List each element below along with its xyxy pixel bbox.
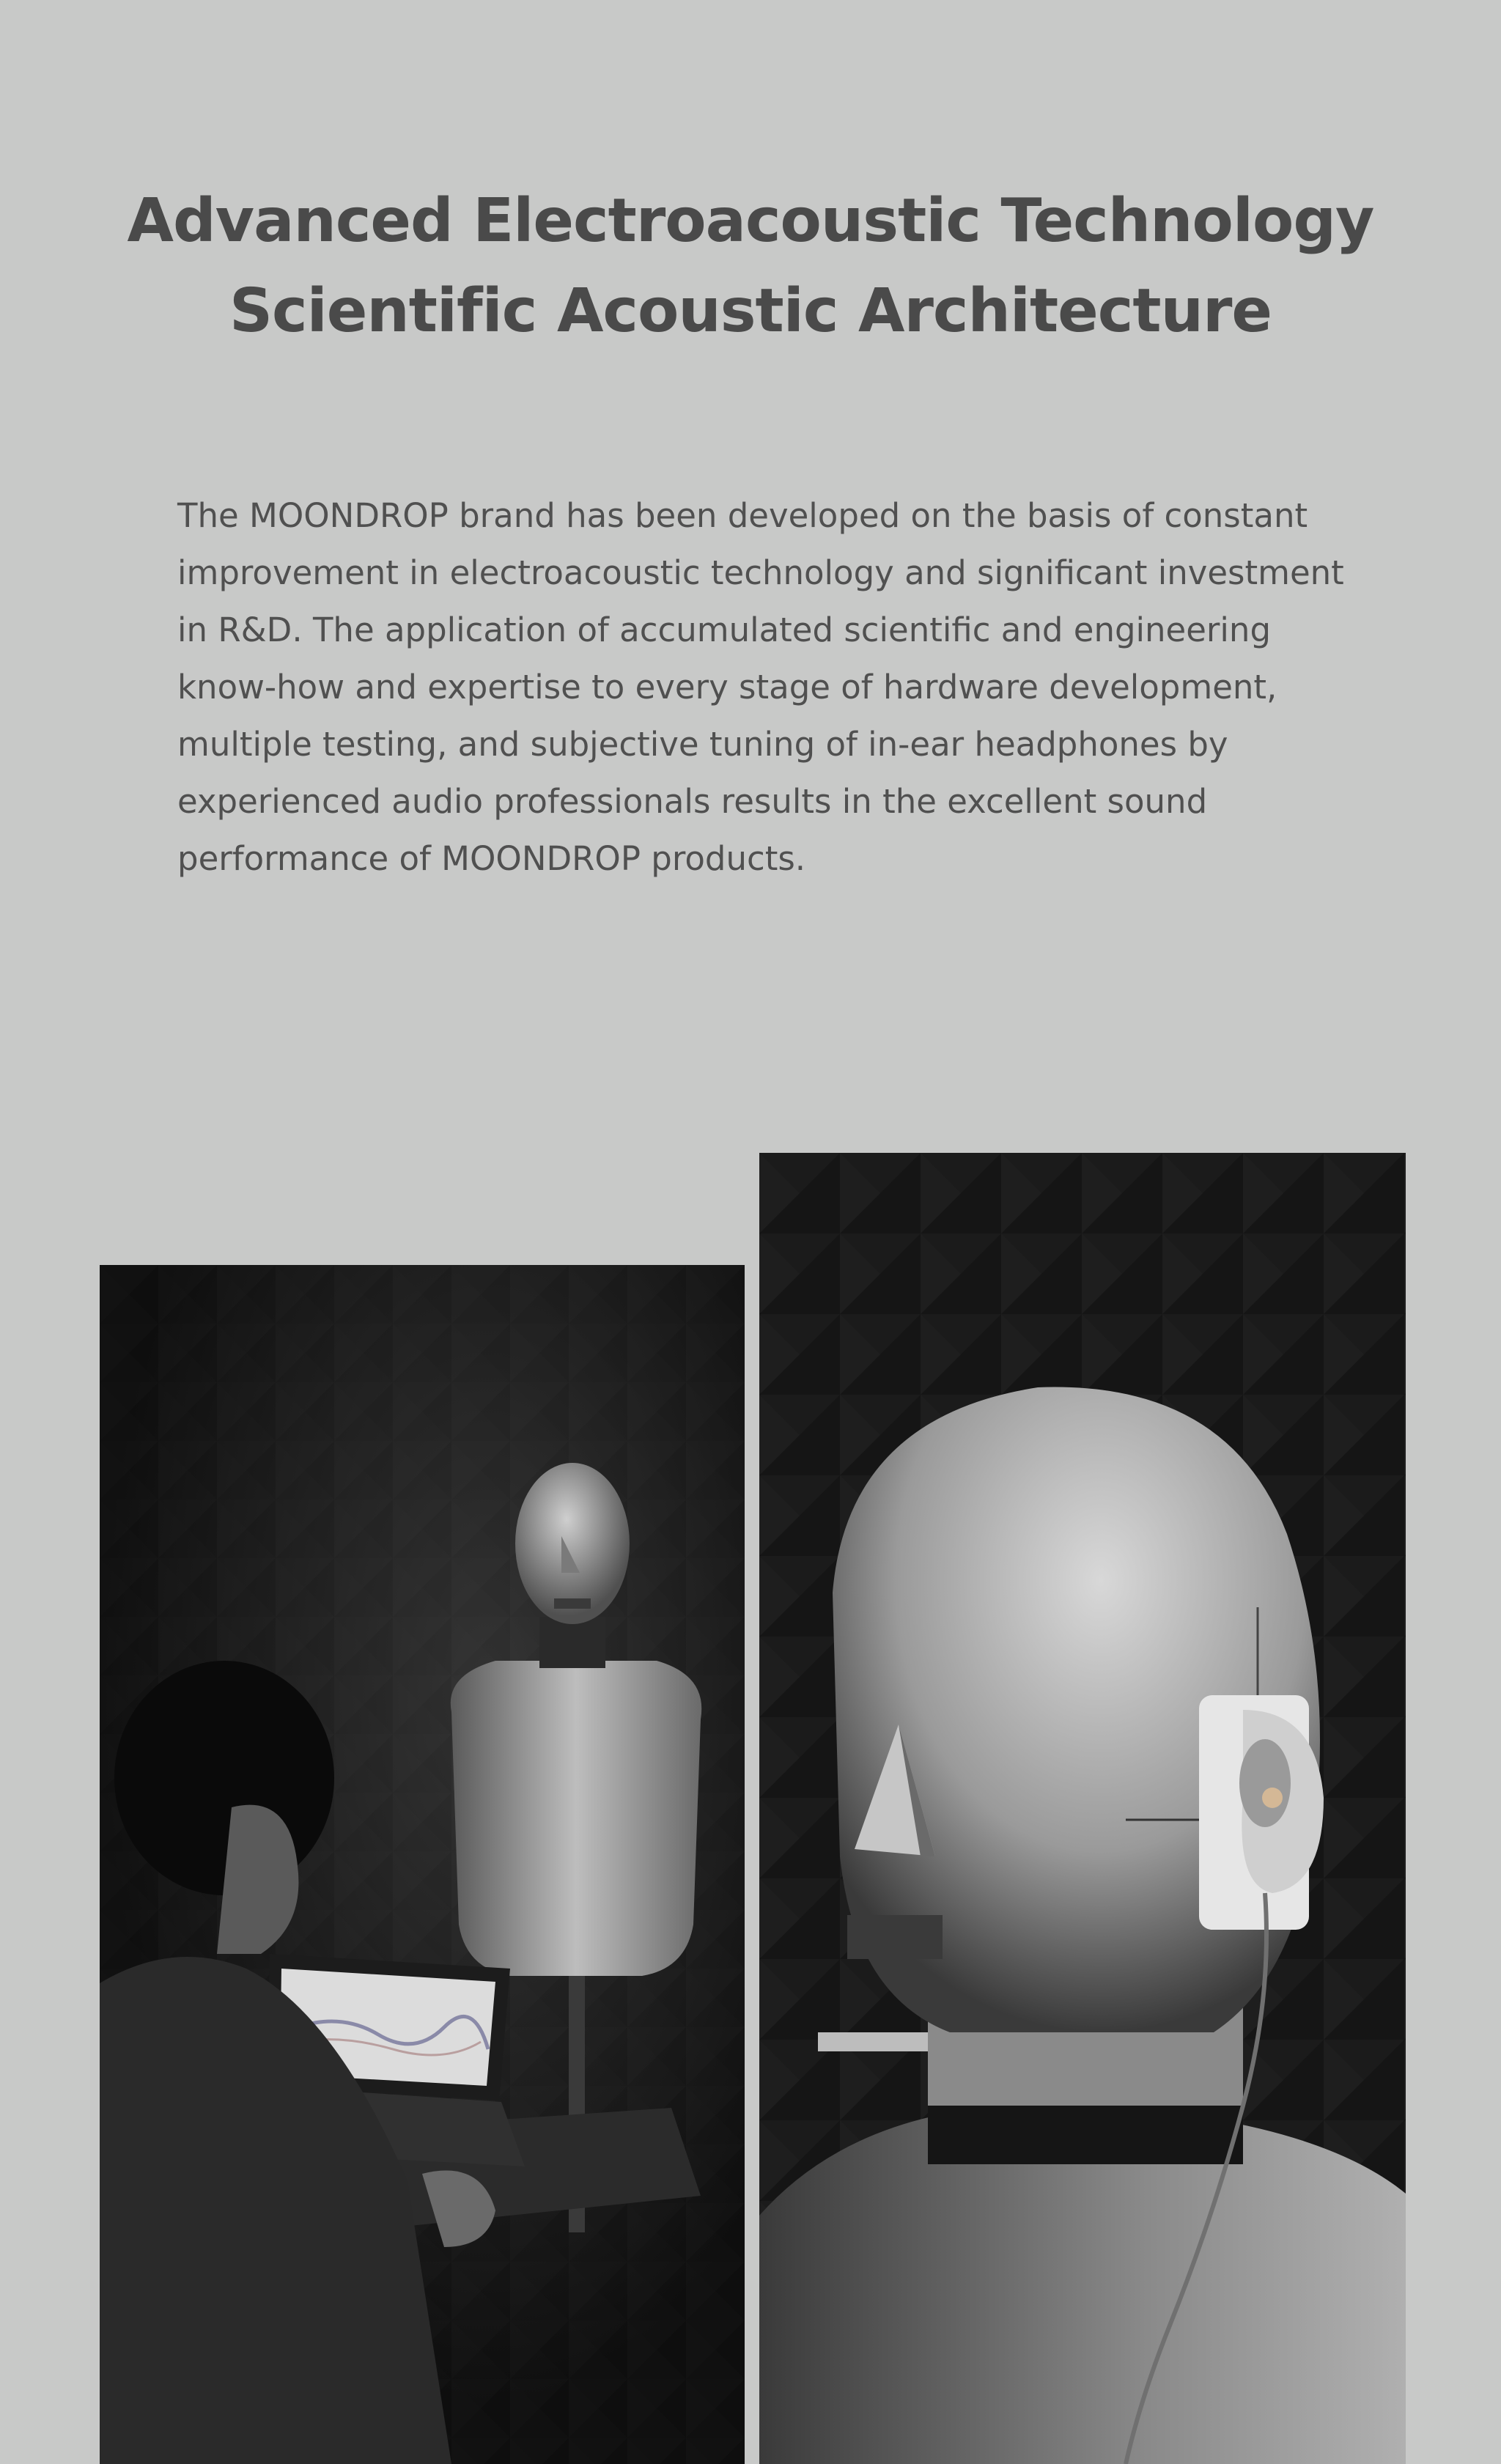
- head-simulator-photo: [759, 1153, 1406, 2464]
- description-line: know-how and expertise to every stage of hardware development,: [177, 668, 1277, 707]
- description-line: The MOONDROP brand has been developed on the basis of constant: [177, 496, 1308, 535]
- description-line: improvement in electroacoustic technology and significant investment: [177, 553, 1344, 592]
- description-line: experienced audio professionals results in the excellent sound: [177, 782, 1208, 821]
- lab-testing-photo: [100, 1265, 745, 2464]
- brand-description: [177, 487, 1365, 888]
- heading-line-2: Scientific Acoustic Architecture: [229, 276, 1272, 346]
- section-heading: [0, 176, 1501, 356]
- description-line: performance of MOONDROP products.: [177, 839, 806, 878]
- heading-line-1: Advanced Electroacoustic Technology: [127, 186, 1374, 256]
- description-line: in R&D. The application of accumulated scientific and engineering: [177, 611, 1272, 649]
- description-line: multiple testing, and subjective tuning of in-ear headphones by: [177, 725, 1228, 764]
